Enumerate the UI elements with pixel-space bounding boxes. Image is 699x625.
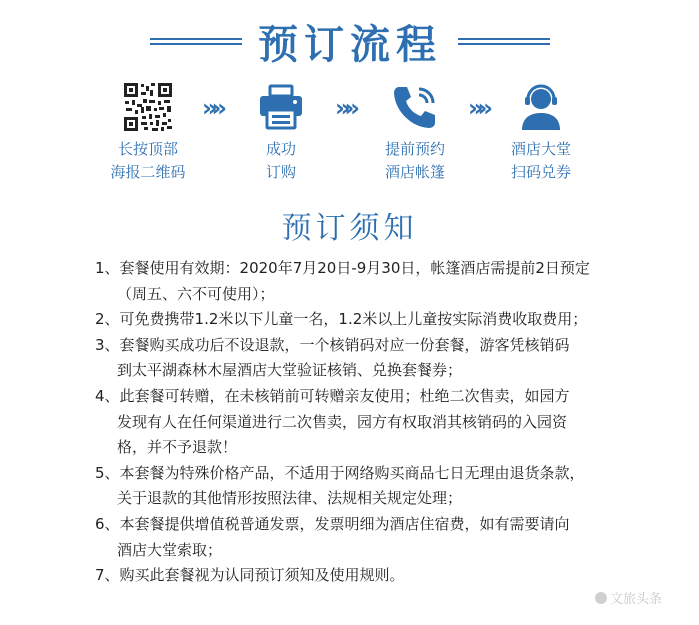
notice-item [95, 333, 615, 384]
step-order-line1: 成功 [265, 140, 296, 158]
notice-line: 5、本套餐为特殊价格产品，不适用于网络购买商品七日无理由退货条款， [95, 463, 585, 482]
notice-line: 4、此套餐可转赠，在未核销前可转赠亲友使用；杜绝二次售卖，如园方 [95, 386, 570, 405]
notice-list [95, 256, 615, 589]
notice-line: 7、购买此套餐视为认同预订须知及使用规则。 [95, 566, 405, 585]
user-headset-icon [486, 76, 596, 138]
notice-item [95, 307, 615, 333]
step-redeem-line2: 扫码兑券 [510, 163, 571, 181]
notice-line: 关于退款的其他情形按照法律、法规相关规定处理； [117, 489, 463, 508]
notice-line: 发现有人在任何渠道进行二次售卖，园方有权取消其核销码的入园资 [117, 412, 568, 431]
notice-item [95, 461, 615, 512]
page-title: 预订流程 [258, 21, 442, 68]
step-redeem-line1: 酒店大堂 [510, 140, 571, 158]
step-reserve-line1: 提前预约 [384, 140, 445, 158]
step-qr-line2: 海报二维码 [110, 163, 186, 181]
watermark-logo-icon [595, 592, 607, 604]
notice-line: 3、套餐购买成功后不设退款，一个核销码对应一份套餐，游客凭核销码 [95, 335, 570, 354]
notice-line: 格，并不予退款！ [117, 438, 238, 457]
notice-line: 1、套餐使用有效期：2020年7月20日-9月30日，帐篷酒店需提前2日预定 [95, 259, 590, 277]
phone-icon [360, 76, 470, 138]
step-qr-line1: 长按顶部 [117, 140, 178, 158]
step-order [226, 76, 336, 184]
notice-line: 酒店大堂索取； [117, 540, 223, 559]
notice-item [95, 384, 615, 461]
chevrons-right-icon: »» [468, 94, 488, 122]
step-reserve-line2: 酒店帐篷 [384, 163, 445, 181]
watermark [595, 588, 662, 607]
step-reserve [360, 76, 470, 184]
step-order-line2: 订购 [265, 163, 296, 181]
notice-title: 预订须知 [281, 211, 418, 246]
notice-line: 6、本套餐提供增值税普通发票，发票明细为酒店住宿费，如有需要请向 [95, 514, 570, 533]
title-rule-right [458, 38, 550, 45]
printer-icon [226, 76, 336, 138]
notice-item [95, 563, 615, 589]
notice-line: （周五、六不可使用）； [117, 284, 275, 303]
chevrons-right-icon: »» [335, 94, 355, 122]
header [0, 8, 699, 68]
notice-line: 2、可免费携带1.2米以下儿童一名，1.2米以上儿童按实际消费收取费用； [95, 310, 588, 329]
booking-steps [0, 76, 699, 186]
notice-item [95, 256, 615, 307]
notice-line: 到太平湖森林木屋酒店大堂验证核销、兑换套餐券； [117, 361, 463, 380]
step-redeem [486, 76, 596, 184]
notice-item [95, 512, 615, 563]
title-rule-left [150, 38, 242, 45]
watermark-text: 文旅头条 [610, 592, 663, 607]
chevrons-right-icon: »» [202, 94, 222, 122]
qr-code-icon [93, 76, 203, 138]
step-qr [93, 76, 203, 184]
